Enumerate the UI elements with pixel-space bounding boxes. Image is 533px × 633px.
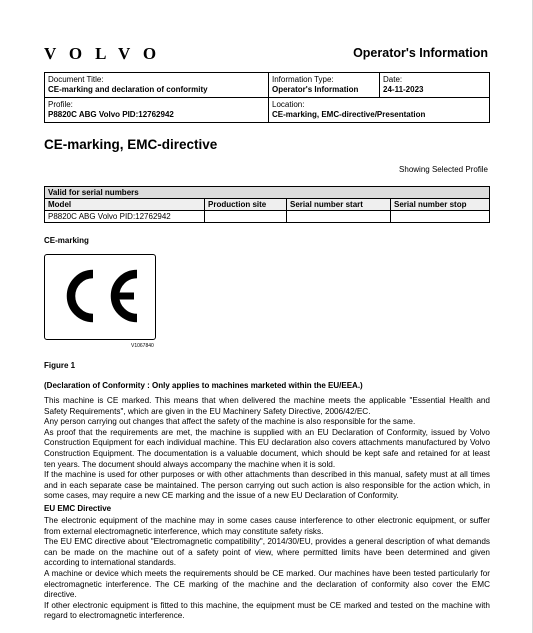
page-title: CE-marking, EMC-directive (44, 137, 218, 152)
profile-label: Profile: (48, 100, 73, 109)
information-type-cell (269, 73, 380, 98)
emc-paragraph-1: The electronic equipment of the machine may in some cases cause interference to other electronic equipment, or suffer from external electromagnetic interference, which may constitute safety risks. (44, 516, 490, 536)
document-title-label: Document Title: (48, 75, 104, 84)
declaration-paragraph-4: If the machine is used for other purposes or with other attachments than described in this manual, safety must at all times and in each separate case be maintained. The person carrying out such action is also responsible for the action which, in some cases, may require a new CE marking and the issue of a new EU Declaration of Conformity. (44, 470, 490, 501)
declaration-paragraph-1: This machine is CE marked. This means that when delivered the machine meets the applicable "Essential Health and Safety Requirements", which are given in the EU Machinery Safety Directive, 2006/42/EC. (44, 396, 490, 416)
document-title-value: CE-marking and declaration of conformity (48, 85, 208, 94)
declaration-heading: (Declaration of Conformity : Only applies to machines marketed within the EU/EEA.) (44, 381, 363, 390)
document-info-table (44, 72, 490, 123)
table-cell: P8820C ABG Volvo PID:12762942 (45, 211, 205, 223)
emc-paragraph-2: The EU EMC directive about "Electromagnetic compatibility", 2014/30/EU, provides a general description of what demands can be made on the machine out of a safety point of view, where permitted limits have been determined and given according to international standards. (44, 537, 490, 568)
profile-cell (45, 98, 269, 123)
figure-code: V1067840 (131, 343, 154, 349)
ce-marking-heading: CE-marking (44, 236, 89, 245)
information-type-value: Operator's Information (272, 85, 359, 94)
document-type-heading: Operator's Information (353, 46, 488, 60)
emc-body (44, 516, 490, 622)
declaration-paragraph-2: Any person carrying out changes that affect the safety of the machine is also responsible for the same. (44, 417, 416, 427)
emc-heading: EU EMC Directive (44, 504, 112, 513)
table-row (45, 211, 490, 223)
document-title-cell (45, 73, 269, 98)
location-value: CE-marking, EMC-directive/Presentation (272, 110, 426, 119)
location-cell (269, 98, 490, 123)
column-header-model: Model (45, 199, 205, 211)
date-label: Date: (383, 75, 403, 84)
table-cell (205, 211, 287, 223)
figure-label: Figure 1 (44, 361, 76, 370)
ce-mark-icon (57, 265, 143, 327)
declaration-body (44, 396, 490, 502)
declaration-paragraph-3: As proof that the requirements are met, the machine is supplied with an EU Declaration of Conformity, issued by Volvo Construction Equipment for each individual machine. This EU declaration also covers attachments manufactured by Volvo Construction Equipment. The documentation is a valuable document, which should be kept safe and retained for at least ten years. The document should always accompany the machine when it is sold. (44, 427, 490, 469)
profile-value: P8820C ABG Volvo PID:12762942 (48, 110, 174, 119)
table-cell (391, 211, 490, 223)
serial-table-band: Valid for serial numbers (45, 187, 490, 199)
volvo-logo: VOLVO (44, 44, 170, 63)
emc-paragraph-3: A machine or device which meets the requirements should be CE marked. Our machines have been tested particularly for electromagnetic interference. The CE marking of the machine and the declaration of conformity also cover the EMC directive. (44, 568, 490, 600)
date-value: 24-11-2023 (383, 85, 424, 94)
information-type-label: Information Type: (272, 75, 334, 84)
location-label: Location: (272, 100, 305, 109)
table-cell (287, 211, 391, 223)
column-header-serial-start: Serial number start (287, 199, 391, 211)
emc-paragraph-4: If other electronic equipment is fitted to this machine, the equipment must be CE marked and tested on the machine with regard to electromagnetic interference. (44, 600, 490, 621)
serial-number-table (44, 186, 490, 223)
ce-mark-figure (44, 254, 156, 340)
column-header-production-site: Production site (205, 199, 287, 211)
showing-profile-note: Showing Selected Profile (399, 165, 488, 174)
date-cell (380, 73, 490, 98)
column-header-serial-stop: Serial number stop (391, 199, 490, 211)
